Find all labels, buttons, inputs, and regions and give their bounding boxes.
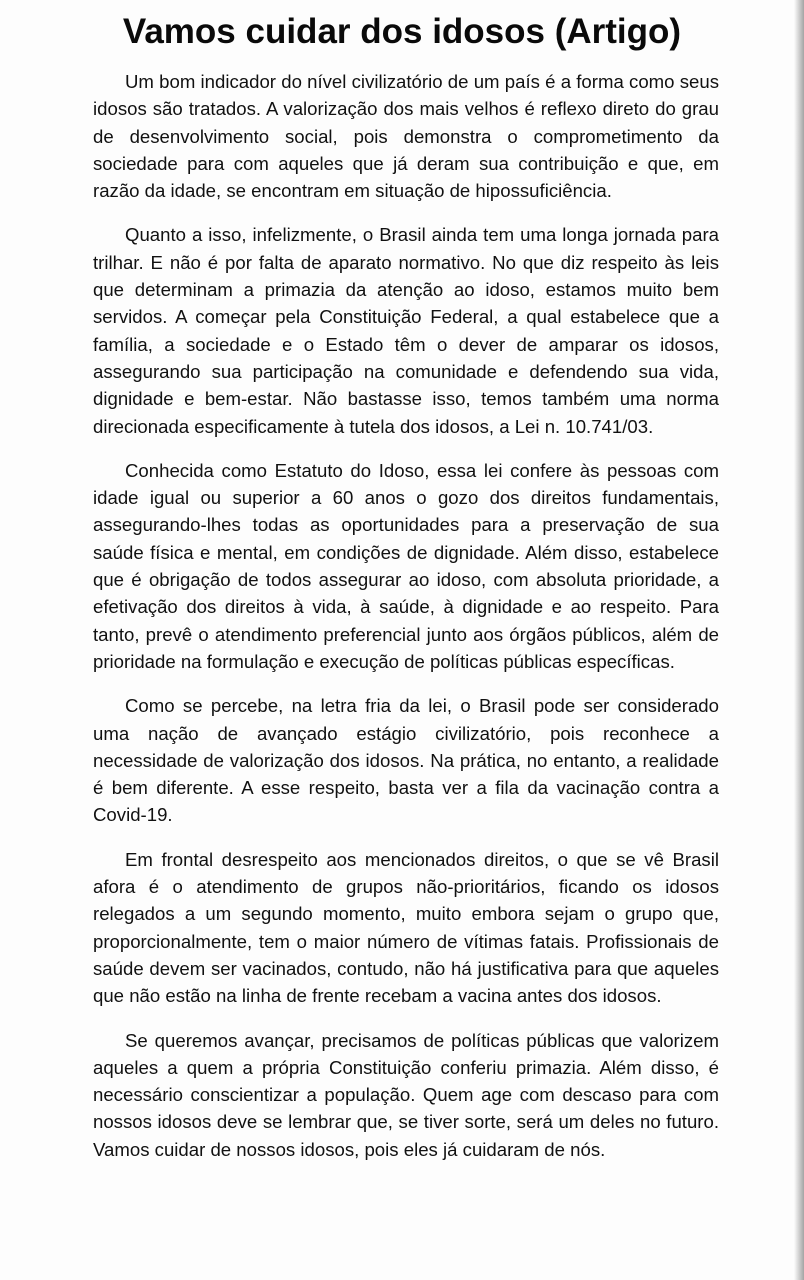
paragraph-4: Como se percebe, na letra fria da lei, o Brasil pode ser considerado uma nação de avançado estágio civilizatório, pois reconhece a necessidade de valorização dos idosos. Na prática, no entanto, a realidade é bem diferente. A esse respeito, basta ver a fila da vacinação contra a Covid-19. (93, 695, 719, 826)
paragraph-5: Em frontal desrespeito aos mencionados direitos, o que se vê Brasil afora é o atendimento de grupos não-prioritários, ficando os idosos relegados a um segundo momento, muito embora sejam o grupo que, proporcionalmente, tem o maior número de vítimas fatais. Profissionais de saúde devem ser vacinados, contudo, não há justificativa para que aqueles que não estão na linha de frente recebam a vacina antes dos idosos. (93, 848, 719, 1007)
paragraph-6: Se queremos avançar, precisamos de políticas públicas que valorizem aqueles a quem a própria Constituição conferiu primazia. Além disso, é necessário conscientizar a população. Quem age com descaso para com nossos idosos deve se lembrar que, se tiver sorte, será um deles no futuro. Vamos cuidar de nossos idosos, pois eles já cuidaram de nós. (93, 1029, 719, 1160)
paragraph-1: Um bom indicador do nível civilizatório de um país é a forma como seus idosos são tratados. A valorização dos mais velhos é reflexo direto do grau de desenvolvimento social, pois demonstra o comprometimento da sociedade para com aqueles que já deram sua contribuição e que, em razão da idade, se encontram em situação de hipossuficiência. (93, 71, 719, 202)
paragraph-2: Quanto a isso, infelizmente, o Brasil ainda tem uma longa jornada para trilhar. E não é por falta de aparato normativo. No que diz respeito às leis que determinam a primazia da atenção ao idoso, estamos muito bem servidos. A começar pela Constituição Federal, a qual estabelece que a família, a sociedade e o Estado têm o dever de amparar os idosos, assegurando sua participação na comunidade e defendendo sua vida, dignidade e bem-estar. Não bastasse isso, temos também uma norma direcionada especificamente à tutela dos idosos, a Lei n. 10.741/03. (93, 224, 719, 437)
page-edge-shadow (794, 0, 804, 1280)
article-body (93, 68, 719, 1180)
paragraph-3: Conhecida como Estatuto do Idoso, essa lei confere às pessoas com idade igual ou superior a 60 anos o gozo dos direitos fundamentais, assegurando-lhes todas as oportunidades para a preservação de sua saúde física e mental, em condições de dignidade. Além disso, estabelece que é obrigação de todos assegurar ao idoso, com absoluta prioridade, a efetivação dos direitos à vida, à saúde, à dignidade e ao respeito. Para tanto, prevê o atendimento preferencial junto aos órgãos públicos, além de prioridade na formulação e execução de políticas públicas específicas. (93, 459, 719, 672)
article-title: Vamos cuidar dos idosos (Artigo) (122, 12, 682, 51)
